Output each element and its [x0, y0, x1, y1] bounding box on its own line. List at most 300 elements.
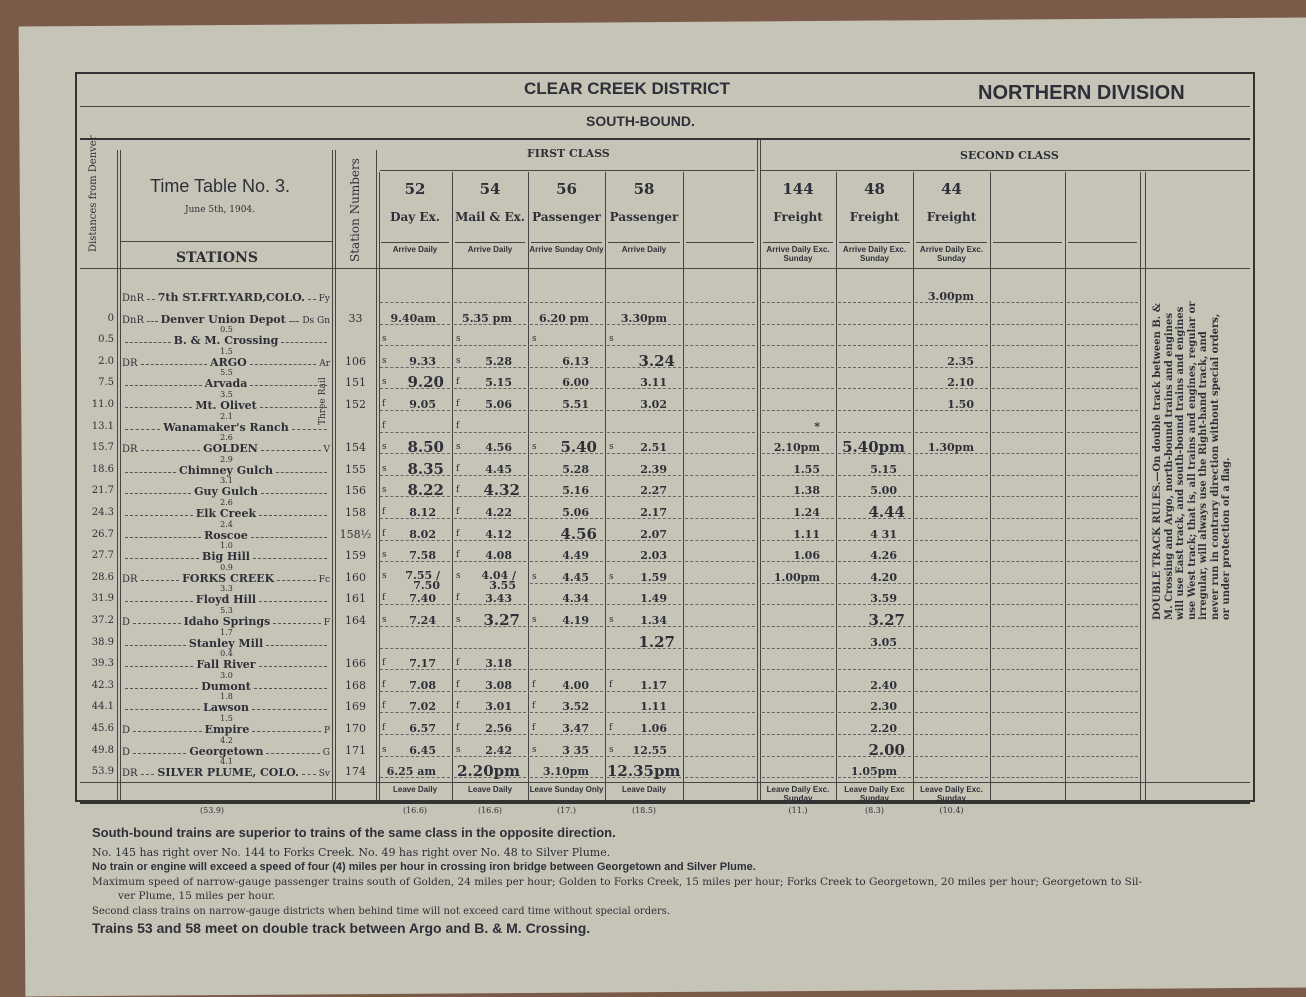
empty-cell — [685, 614, 755, 627]
time-value: 3.52 — [562, 700, 589, 714]
train-time — [607, 351, 681, 370]
distances-header: Distances from Denver — [88, 135, 99, 252]
distance: 31.9 — [91, 593, 114, 605]
stop-flag: s — [456, 615, 461, 625]
train-total-distance: (11.) — [788, 806, 808, 815]
station-number: 164 — [345, 614, 366, 627]
empty-cell — [1067, 484, 1138, 497]
train-time — [838, 420, 911, 433]
train-time — [607, 592, 681, 605]
time-value: 12.35pm — [607, 762, 681, 781]
time-value: 4.00 — [562, 678, 589, 692]
distance-between: 5.3 — [220, 606, 233, 615]
stop-flag: s — [532, 744, 537, 755]
train-time — [762, 506, 834, 519]
train-time — [915, 484, 988, 497]
stop-flag: f — [456, 679, 460, 690]
train-time — [607, 679, 681, 692]
station-number: 160 — [345, 570, 366, 584]
time-value: 2.42 — [485, 743, 512, 757]
train-time — [380, 700, 450, 713]
station-name: Idaho Springs — [183, 615, 271, 628]
train-time — [838, 528, 911, 541]
time-value: 9.40am — [390, 311, 436, 325]
divider — [80, 802, 1250, 804]
distance: 49.8 — [91, 744, 114, 756]
train-type: Passenger — [532, 210, 601, 224]
train-time — [530, 312, 603, 325]
train-time — [380, 438, 450, 457]
time-value: 3.24 — [638, 351, 675, 370]
train-time — [838, 549, 911, 562]
train-time — [454, 355, 526, 368]
train-time — [380, 528, 450, 541]
empty-cell — [1067, 571, 1138, 584]
station-code: Sv — [318, 769, 331, 780]
time-value: 3.43 — [485, 592, 512, 606]
train-time — [915, 528, 988, 541]
train-time — [838, 398, 911, 411]
train-time — [838, 611, 911, 629]
station-name: Mt. Olivet — [195, 399, 257, 412]
divider — [80, 782, 1250, 783]
empty-cell — [685, 679, 755, 692]
station-number: 174 — [345, 765, 366, 779]
empty-cell — [685, 765, 755, 778]
distance-between: 3.5 — [220, 390, 233, 399]
time-value: 5.15 — [485, 376, 512, 390]
train-time — [607, 376, 681, 389]
time-value: 3.10pm — [542, 765, 589, 779]
train-time — [380, 312, 450, 325]
three-rail-label: Three Rail — [318, 377, 328, 425]
station-number: 158½ — [339, 527, 372, 541]
time-value: 7.24 — [409, 614, 436, 627]
stop-flag: s — [609, 744, 614, 755]
train-number: 44 — [941, 180, 962, 198]
distance — [80, 290, 114, 311]
distance-between: 1.5 — [220, 346, 233, 356]
time-value: 4.26 — [870, 549, 897, 563]
time-value: 4 31 — [870, 527, 897, 541]
arrive-note: Arrive Sunday Only — [529, 245, 604, 254]
train-time — [607, 528, 681, 541]
train-time — [530, 524, 603, 543]
train-time — [915, 614, 988, 627]
distance-between: 2.6 — [220, 433, 233, 443]
time-value: 6.00 — [562, 376, 589, 390]
train-time — [380, 333, 450, 346]
train-number: 144 — [782, 180, 814, 198]
time-value: 1.27 — [638, 632, 675, 651]
stop-flag: s — [532, 615, 537, 625]
station-name: FORKS CREEK — [182, 571, 275, 585]
station-name: Big Hill — [202, 550, 250, 564]
time-value: 5.35 pm — [462, 311, 512, 325]
time-value: 2.35 — [947, 354, 974, 368]
train-time — [530, 506, 603, 519]
empty-cell — [992, 398, 1063, 411]
station-cell — [120, 290, 332, 311]
distance-between: 2.1 — [220, 411, 233, 421]
station-prefix: D — [122, 725, 131, 736]
distance-between: 1.7 — [220, 627, 233, 637]
time-value: 1.30pm — [927, 441, 974, 455]
empty-cell — [1067, 398, 1138, 411]
station-name: Arvada — [204, 377, 248, 391]
divider — [80, 268, 1250, 269]
station-name: Empire — [204, 723, 250, 736]
train-time — [762, 700, 834, 713]
direction-title: SOUTH-BOUND. — [586, 113, 695, 129]
distance: 2.0 — [98, 355, 114, 367]
empty-cell — [685, 592, 755, 605]
train-time — [915, 636, 988, 649]
station-code: V — [323, 445, 330, 456]
train-time — [454, 376, 526, 389]
train-time — [380, 744, 450, 757]
stop-flag: f — [382, 723, 386, 733]
arrive-note: Arrive Daily — [621, 245, 667, 254]
footnote-max-speed: Maximum speed of narrow-gauge passenger trains south of Golden, 24 miles per hour; Golden to Forks Creek, 15 miles per hour; Forks Creek to Georgetown, 20 miles per hour; Georgetown to Sil- — [92, 876, 1143, 888]
distance: 27.7 — [91, 550, 114, 562]
stop-flag: s — [609, 615, 614, 625]
time-value: 5.40pm — [842, 438, 905, 457]
time-value: 4.56 — [485, 441, 512, 455]
train-time — [530, 549, 603, 562]
distance-between: 0.5 — [220, 325, 233, 335]
empty-cell — [1067, 333, 1138, 346]
train-time — [762, 722, 834, 735]
distance-between: 0.9 — [220, 562, 233, 572]
empty-cell — [685, 355, 755, 368]
stop-flag: s — [456, 744, 461, 755]
distance: 0 — [107, 312, 114, 324]
empty-cell — [1067, 592, 1138, 605]
train-total-distance: (8.3) — [865, 806, 884, 815]
distance: 39.3 — [91, 658, 114, 670]
train-time — [454, 290, 526, 303]
station-number: 106 — [345, 354, 366, 368]
time-value: 2.20pm — [457, 762, 520, 781]
first-class-label: FIRST CLASS — [527, 147, 610, 160]
station-name: Denver Union Depot — [160, 312, 286, 326]
station-number: 33 — [348, 311, 363, 325]
station-number: 152 — [345, 398, 366, 411]
stop-flag: f — [609, 723, 613, 733]
empty-cell — [992, 290, 1063, 303]
time-value: 5.28 — [485, 354, 512, 368]
divider — [531, 242, 602, 243]
train-time — [762, 441, 834, 454]
distance: 26.7 — [91, 528, 114, 540]
total-distance: (53.9) — [200, 806, 225, 815]
train-time — [762, 765, 834, 778]
train-time — [838, 312, 911, 325]
train-time — [915, 420, 988, 433]
empty-cell — [1067, 463, 1138, 476]
train-time — [530, 636, 603, 649]
stop-flag: s — [532, 571, 537, 582]
train-time — [454, 568, 526, 593]
time-value: 2.03 — [640, 549, 667, 563]
time-value: 2.30 — [870, 700, 897, 714]
train-time — [530, 571, 603, 584]
divider — [608, 242, 680, 243]
empty-cell — [1067, 312, 1138, 325]
train-time — [454, 549, 526, 562]
train-time — [838, 290, 911, 303]
empty-cell — [685, 333, 755, 346]
time-value: 7.02 — [409, 700, 436, 714]
station-number: 161 — [345, 592, 366, 606]
empty-cell — [992, 679, 1063, 692]
train-time — [838, 484, 911, 497]
time-value: 8.02 — [409, 527, 436, 541]
empty-cell — [1067, 657, 1138, 670]
footnote-bridge-speed: No train or engine will exceed a speed of four (4) miles per hour in crossing iron bridge between Georgetown and Silver Plume. — [92, 861, 756, 873]
empty-cell — [992, 463, 1063, 476]
train-time — [607, 632, 681, 651]
station-number — [335, 636, 376, 657]
divider — [80, 138, 1250, 140]
time-value: 9.05 — [409, 398, 436, 411]
train-time — [762, 528, 834, 541]
time-value: 1.06 — [793, 549, 820, 563]
train-time — [762, 549, 834, 562]
train-time — [530, 420, 603, 433]
distance-between: 3.3 — [220, 584, 233, 594]
divider — [916, 242, 987, 243]
train-time — [838, 333, 911, 346]
station-cell — [120, 757, 332, 786]
time-value: 2.39 — [640, 462, 667, 476]
time-value: 7.58 — [409, 549, 436, 563]
train-time — [380, 679, 450, 692]
train-time — [454, 636, 526, 649]
stop-flag: f — [532, 679, 536, 690]
district-title: CLEAR CREEK DISTRICT — [524, 79, 730, 98]
station-number — [335, 333, 376, 354]
distance: 44.1 — [91, 701, 114, 713]
train-time — [762, 463, 834, 476]
train-number: 54 — [479, 180, 501, 198]
time-value: 7.55 / 7.50 — [405, 568, 440, 593]
train-time — [915, 376, 988, 389]
empty-cell — [1067, 614, 1138, 627]
train-time — [530, 463, 603, 476]
time-value: 4.49 — [562, 549, 589, 563]
train-time — [530, 700, 603, 713]
footnote-meet: Trains 53 and 58 meet on double track between Argo and B. & M. Crossing. — [92, 920, 591, 936]
footnote-superior: South-bound trains are superior to trains of the same class in the opposite direction. — [92, 825, 616, 840]
station-name: Stanley Mill — [188, 636, 264, 650]
train-time — [454, 744, 526, 757]
time-value: 3 35 — [562, 743, 589, 757]
station-number: 156 — [345, 484, 366, 498]
train-time — [530, 484, 603, 497]
train-number: 48 — [864, 180, 885, 198]
train-time — [607, 398, 681, 411]
empty-cell — [1067, 722, 1138, 735]
station-number: 168 — [345, 678, 366, 692]
train-time — [454, 592, 526, 605]
stop-flag: f — [456, 701, 460, 712]
time-value: 3.47 — [562, 722, 589, 735]
train-type: Day Ex. — [390, 210, 440, 224]
time-value: 2.17 — [640, 506, 667, 519]
train-time — [762, 333, 834, 346]
train-time — [915, 700, 988, 713]
train-time — [915, 398, 988, 411]
empty-cell — [1067, 528, 1138, 541]
station-number: 155 — [345, 462, 366, 476]
train-time — [838, 722, 911, 735]
time-value: 4.04 / 3.55 — [481, 568, 516, 593]
distance-between: 1.5 — [220, 714, 233, 723]
train-type: Mail & Ex. — [455, 210, 525, 224]
train-time — [454, 420, 526, 433]
train-time — [380, 290, 450, 303]
time-value: 5.16 — [562, 484, 589, 498]
train-time — [915, 657, 988, 670]
time-value: 7.08 — [409, 678, 436, 692]
station-row — [0, 290, 1306, 311]
train-total-distance: (18.5) — [631, 806, 657, 815]
empty-cell — [992, 765, 1063, 778]
stop-flag: f — [532, 701, 536, 712]
train-number: 58 — [633, 180, 655, 198]
time-value: 1.59 — [640, 570, 667, 584]
train-time — [838, 657, 911, 670]
train-time — [530, 398, 603, 411]
train-time — [607, 290, 681, 303]
leave-note: Leave Daily Exc. Sunday — [920, 785, 983, 803]
train-time — [530, 744, 603, 757]
timetable-number: Time Table No. 3. — [150, 176, 291, 196]
train-total-distance: (17.) — [557, 806, 576, 815]
station-number: 154 — [345, 441, 366, 455]
train-total-distance: (16.6) — [402, 806, 428, 815]
station-number: 158 — [345, 506, 366, 519]
train-time — [454, 333, 526, 346]
empty-cell — [992, 700, 1063, 713]
station-name: Georgetown — [189, 744, 264, 758]
time-value: 1.11 — [640, 700, 667, 714]
time-value: 4.08 — [485, 549, 512, 563]
train-time — [915, 679, 988, 692]
stop-flag: f — [382, 679, 386, 690]
train-time — [915, 744, 988, 757]
empty-cell — [992, 744, 1063, 757]
train-time — [380, 765, 450, 778]
time-value: 5.15 — [870, 462, 897, 476]
train-time — [838, 740, 911, 759]
timetable-date: June 5th, 1904. — [185, 205, 256, 215]
time-value: 3.02 — [640, 398, 667, 411]
distance: 7.5 — [98, 377, 114, 389]
empty-cell — [685, 571, 755, 584]
train-time — [380, 420, 450, 433]
empty-cell — [992, 722, 1063, 735]
train-time — [530, 438, 603, 457]
stop-flag: s — [382, 334, 387, 345]
time-value: 1.11 — [793, 527, 820, 541]
time-value: 1.34 — [640, 614, 667, 627]
time-value: 1.50 — [947, 398, 974, 411]
train-time — [762, 614, 834, 627]
train-time — [762, 312, 834, 325]
train-time — [530, 722, 603, 735]
station-prefix: DnR — [122, 293, 144, 304]
stop-flag: f — [456, 420, 460, 431]
train-time — [530, 355, 603, 368]
time-value: 3.01 — [485, 700, 512, 714]
distance-between: 1.0 — [220, 541, 233, 551]
time-value: 1.49 — [640, 592, 667, 606]
stop-flag: s — [382, 485, 387, 496]
empty-cell — [992, 636, 1063, 649]
station-name: GOLDEN — [203, 442, 258, 456]
empty-cell — [1067, 506, 1138, 519]
empty-cell — [992, 549, 1063, 562]
empty-cell — [685, 506, 755, 519]
second-class-label: SECOND CLASS — [960, 149, 1059, 162]
time-value: 6.25 am — [386, 765, 436, 779]
train-time — [454, 528, 526, 541]
time-value: 3.27 — [483, 611, 520, 629]
stop-flag: f — [456, 528, 460, 539]
train-time — [530, 765, 603, 778]
station-name: Dumont — [201, 679, 251, 693]
train-time — [838, 463, 911, 476]
divider — [120, 241, 332, 242]
station-code: G — [322, 747, 330, 758]
time-value: 3.05 — [870, 635, 897, 649]
empty-cell — [1067, 290, 1138, 303]
station-name: Fall River — [196, 658, 256, 672]
station-name: Wanamaker's Ranch — [163, 420, 289, 434]
station-name: Chimney Gulch — [178, 463, 274, 477]
train-number: 52 — [404, 180, 426, 198]
stop-flag: f — [382, 658, 386, 669]
time-value: 6.20 pm — [539, 311, 589, 325]
time-value: 1.17 — [640, 678, 667, 692]
distance: 13.1 — [91, 420, 114, 432]
time-value: 4.32 — [483, 481, 520, 500]
stop-flag: s — [609, 334, 614, 345]
stop-flag: s — [532, 442, 537, 453]
train-time — [380, 592, 450, 605]
stop-flag: s — [456, 442, 461, 453]
train-time — [838, 700, 911, 713]
stop-flag: s — [382, 442, 387, 453]
time-value: 3.27 — [868, 611, 905, 629]
train-total-distance: (16.6) — [477, 806, 503, 815]
train-time — [530, 592, 603, 605]
station-prefix: D — [122, 746, 131, 758]
stop-flag: f — [532, 723, 536, 733]
time-value: 9.20 — [407, 373, 444, 392]
train-time — [607, 506, 681, 519]
time-value: 6.13 — [562, 354, 589, 368]
station-prefix: DR — [122, 357, 138, 369]
stop-flag: s — [609, 571, 614, 582]
empty-cell — [992, 484, 1063, 497]
train-time — [380, 614, 450, 627]
time-value: 4.56 — [560, 524, 597, 543]
train-time — [915, 355, 988, 368]
